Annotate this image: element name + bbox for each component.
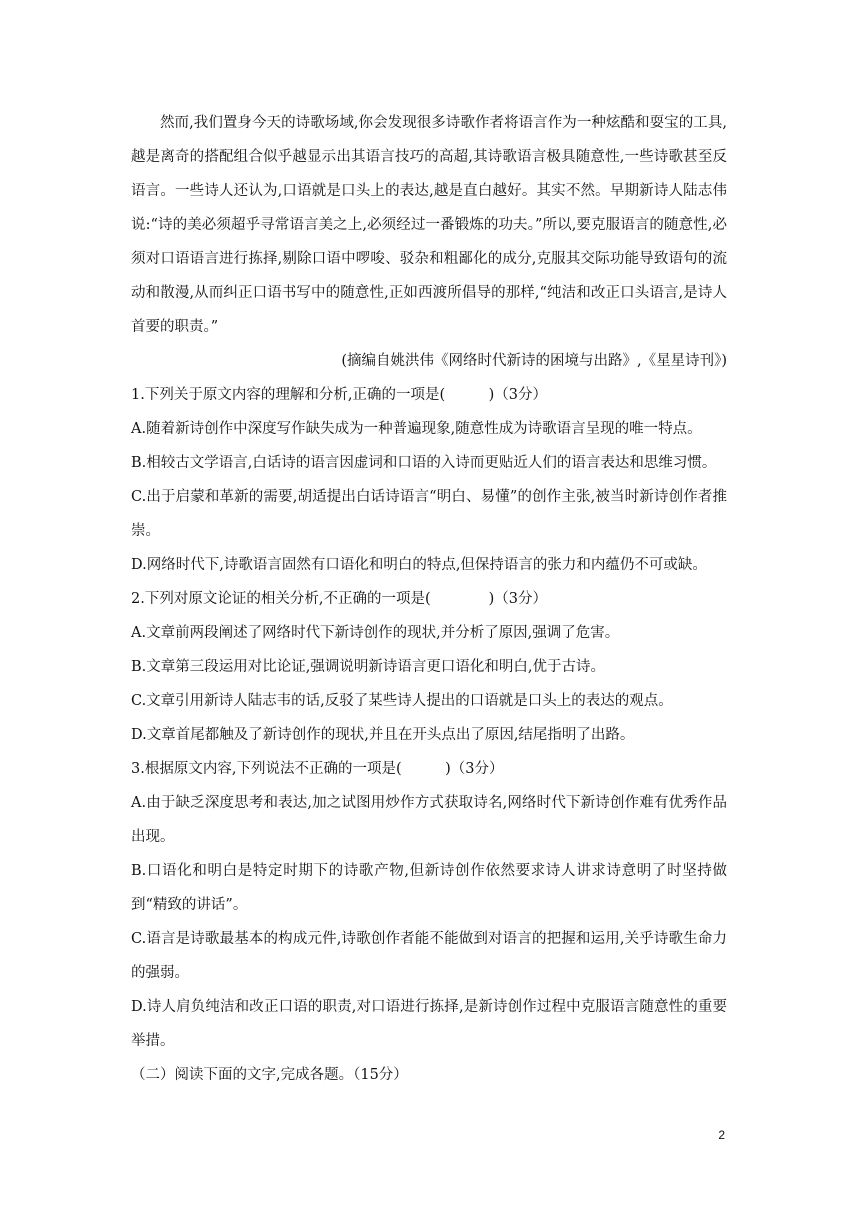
question-2 [131, 582, 727, 752]
option-a: A.由于缺乏深度思考和表达,加之试图用炒作方式获取诗名,网络时代下新诗创作难有优秀作品出现。 [131, 795, 727, 845]
passage-paragraph: 然而,我们置身今天的诗歌场域,你会发现很多诗歌作者将语言作为一种炫酷和耍宝的工具,越是离奇的搭配组合似乎越显示出其语言技巧的高超,其诗歌语言极具随意性,一些诗歌甚至反语言。一些诗人还认为,口语就是口头上的表达,越是直白越好。其实不然。早期新诗人陆志伟说:“诗的美必须超乎寻常语言美之上,必须经过一番锻炼的功夫。”所以,要克服语言的随意性,必须对口语语言进行拣择,剔除口语中啰唆、驳杂和粗鄙化的成分,克服其交际功能导致语句的流动和散漫,从而纠正口语书写中的随意性,正如西渡所倡导的那样,“纯洁和改正口头语言,是诗人首要的职责。” [131, 115, 727, 335]
option-c: C.文章引用新诗人陆志韦的话,反驳了某些诗人提出的口语就是口头上的表达的观点。 [131, 693, 673, 709]
question-3 [131, 752, 727, 1058]
option-d: D.文章首尾都触及了新诗创作的现状,并且在开头点出了原因,结尾指明了出路。 [131, 727, 635, 743]
page-number: 2 [718, 1128, 725, 1142]
question-stem: 1.下列关于原文内容的理解和分析,正确的一项是( )（3分） [131, 387, 547, 403]
question-stem: 3.根据原文内容,下列说法不正确的一项是( )（3分） [131, 761, 504, 777]
option-b: B.文章第三段运用对比论证,强调说明新诗语言更口语化和明白,优于古诗。 [131, 659, 605, 675]
question-1 [131, 378, 727, 582]
option-a: A.文章前两段阐述了网络时代下新诗创作的现状,并分析了原因,强调了危害。 [131, 625, 620, 641]
option-b: B.相较古文学语言,白话诗的语言因虚词和口语的入诗而更贴近人们的语言表达和思维习惯。 [131, 455, 717, 471]
option-a: A.随着新诗创作中深度写作缺失成为一种普遍现象,随意性成为诗歌语言呈现的唯一特点。 [131, 421, 702, 437]
option-b: B.口语化和明白是特定时期下的诗歌产物,但新诗创作依然要求诗人讲求诗意明了时坚持做到“精致的讲话”。 [131, 863, 727, 913]
option-d: D.诗人肩负纯洁和改正口语的职责,对口语进行拣择,是新诗创作过程中克服语言随意性的重要举措。 [131, 999, 727, 1049]
option-c: C.出于启蒙和革新的需要,胡适提出白话诗语言“明白、易懂”的创作主张,被当时新诗创作者推崇。 [131, 489, 727, 539]
option-d: D.网络时代下,诗歌语言固然有口语化和明白的特点,但保持语言的张力和内蕴仍不可或缺。 [131, 557, 707, 573]
section-heading: （二）阅读下面的文字,完成各题。（15分） [131, 1067, 408, 1083]
question-stem: 2.下列对原文论证的相关分析,不正确的一项是( )（3分） [131, 591, 547, 607]
option-c: C.语言是诗歌最基本的构成元件,诗歌创作者能不能做到对语言的把握和运用,关乎诗歌生命力的强弱。 [131, 931, 727, 981]
passage-source: (摘编自姚洪伟《网络时代新诗的困境与出路》,《星星诗刊》) [341, 353, 727, 369]
page-content [131, 106, 727, 1092]
